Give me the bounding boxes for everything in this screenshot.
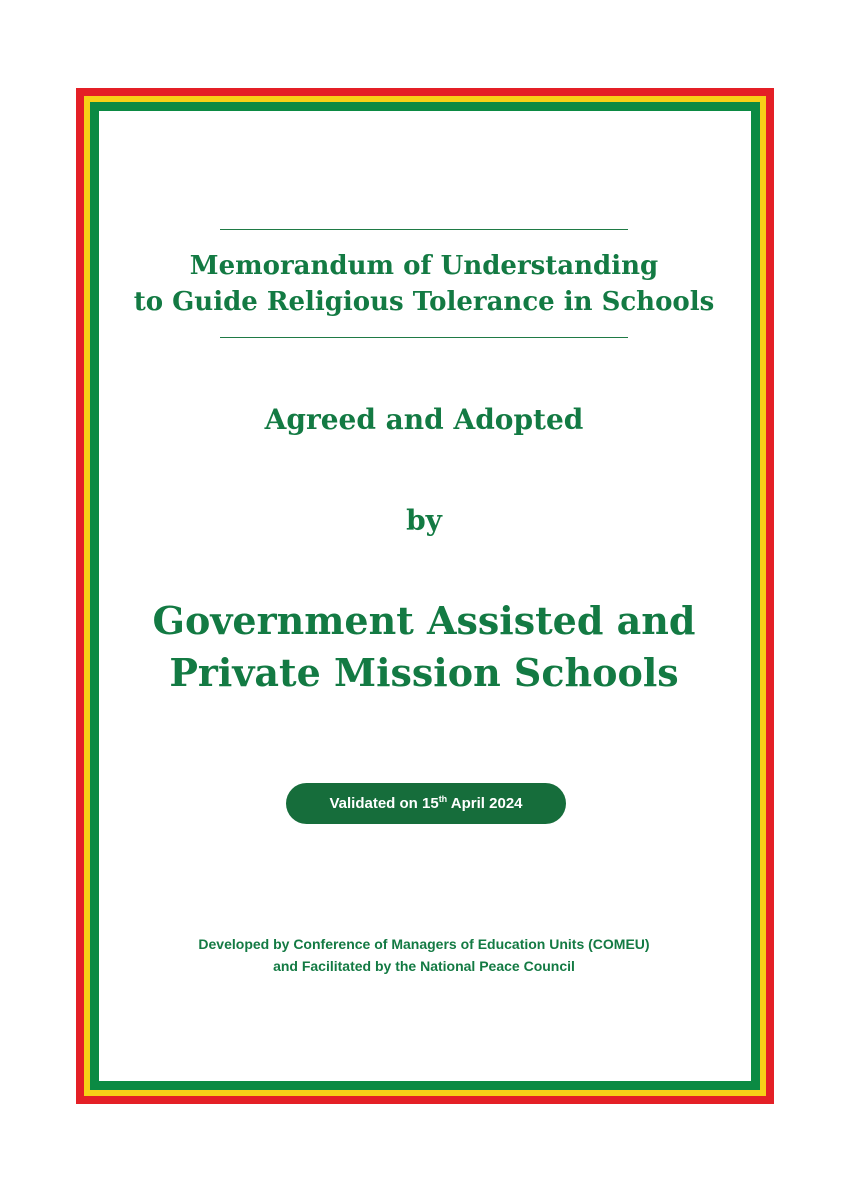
credits-line-1: Developed by Conference of Managers of Education Units (COMEU) bbox=[198, 936, 650, 952]
agreed-heading: Agreed and Adopted bbox=[264, 403, 584, 436]
schools-line-2: Private Mission Schools bbox=[169, 650, 679, 695]
credits-line-2: and Facilitated by the National Peace Council bbox=[273, 958, 575, 974]
credits bbox=[100, 933, 748, 977]
title-line-2: to Guide Religious Tolerance in Schools bbox=[133, 287, 715, 317]
title-rule-bottom bbox=[220, 337, 628, 338]
validation-badge bbox=[286, 783, 566, 824]
by-text: by bbox=[406, 504, 442, 537]
validation-prefix: Validated on 15 bbox=[329, 795, 439, 812]
title-line-1: Memorandum of Understanding bbox=[189, 251, 659, 281]
document-title bbox=[100, 248, 748, 320]
validation-ordinal: th bbox=[438, 794, 448, 804]
schools-heading bbox=[100, 595, 748, 699]
title-rule-top bbox=[220, 229, 628, 230]
schools-line-1: Government Assisted and bbox=[152, 598, 696, 643]
validation-suffix: April 2024 bbox=[447, 795, 523, 812]
